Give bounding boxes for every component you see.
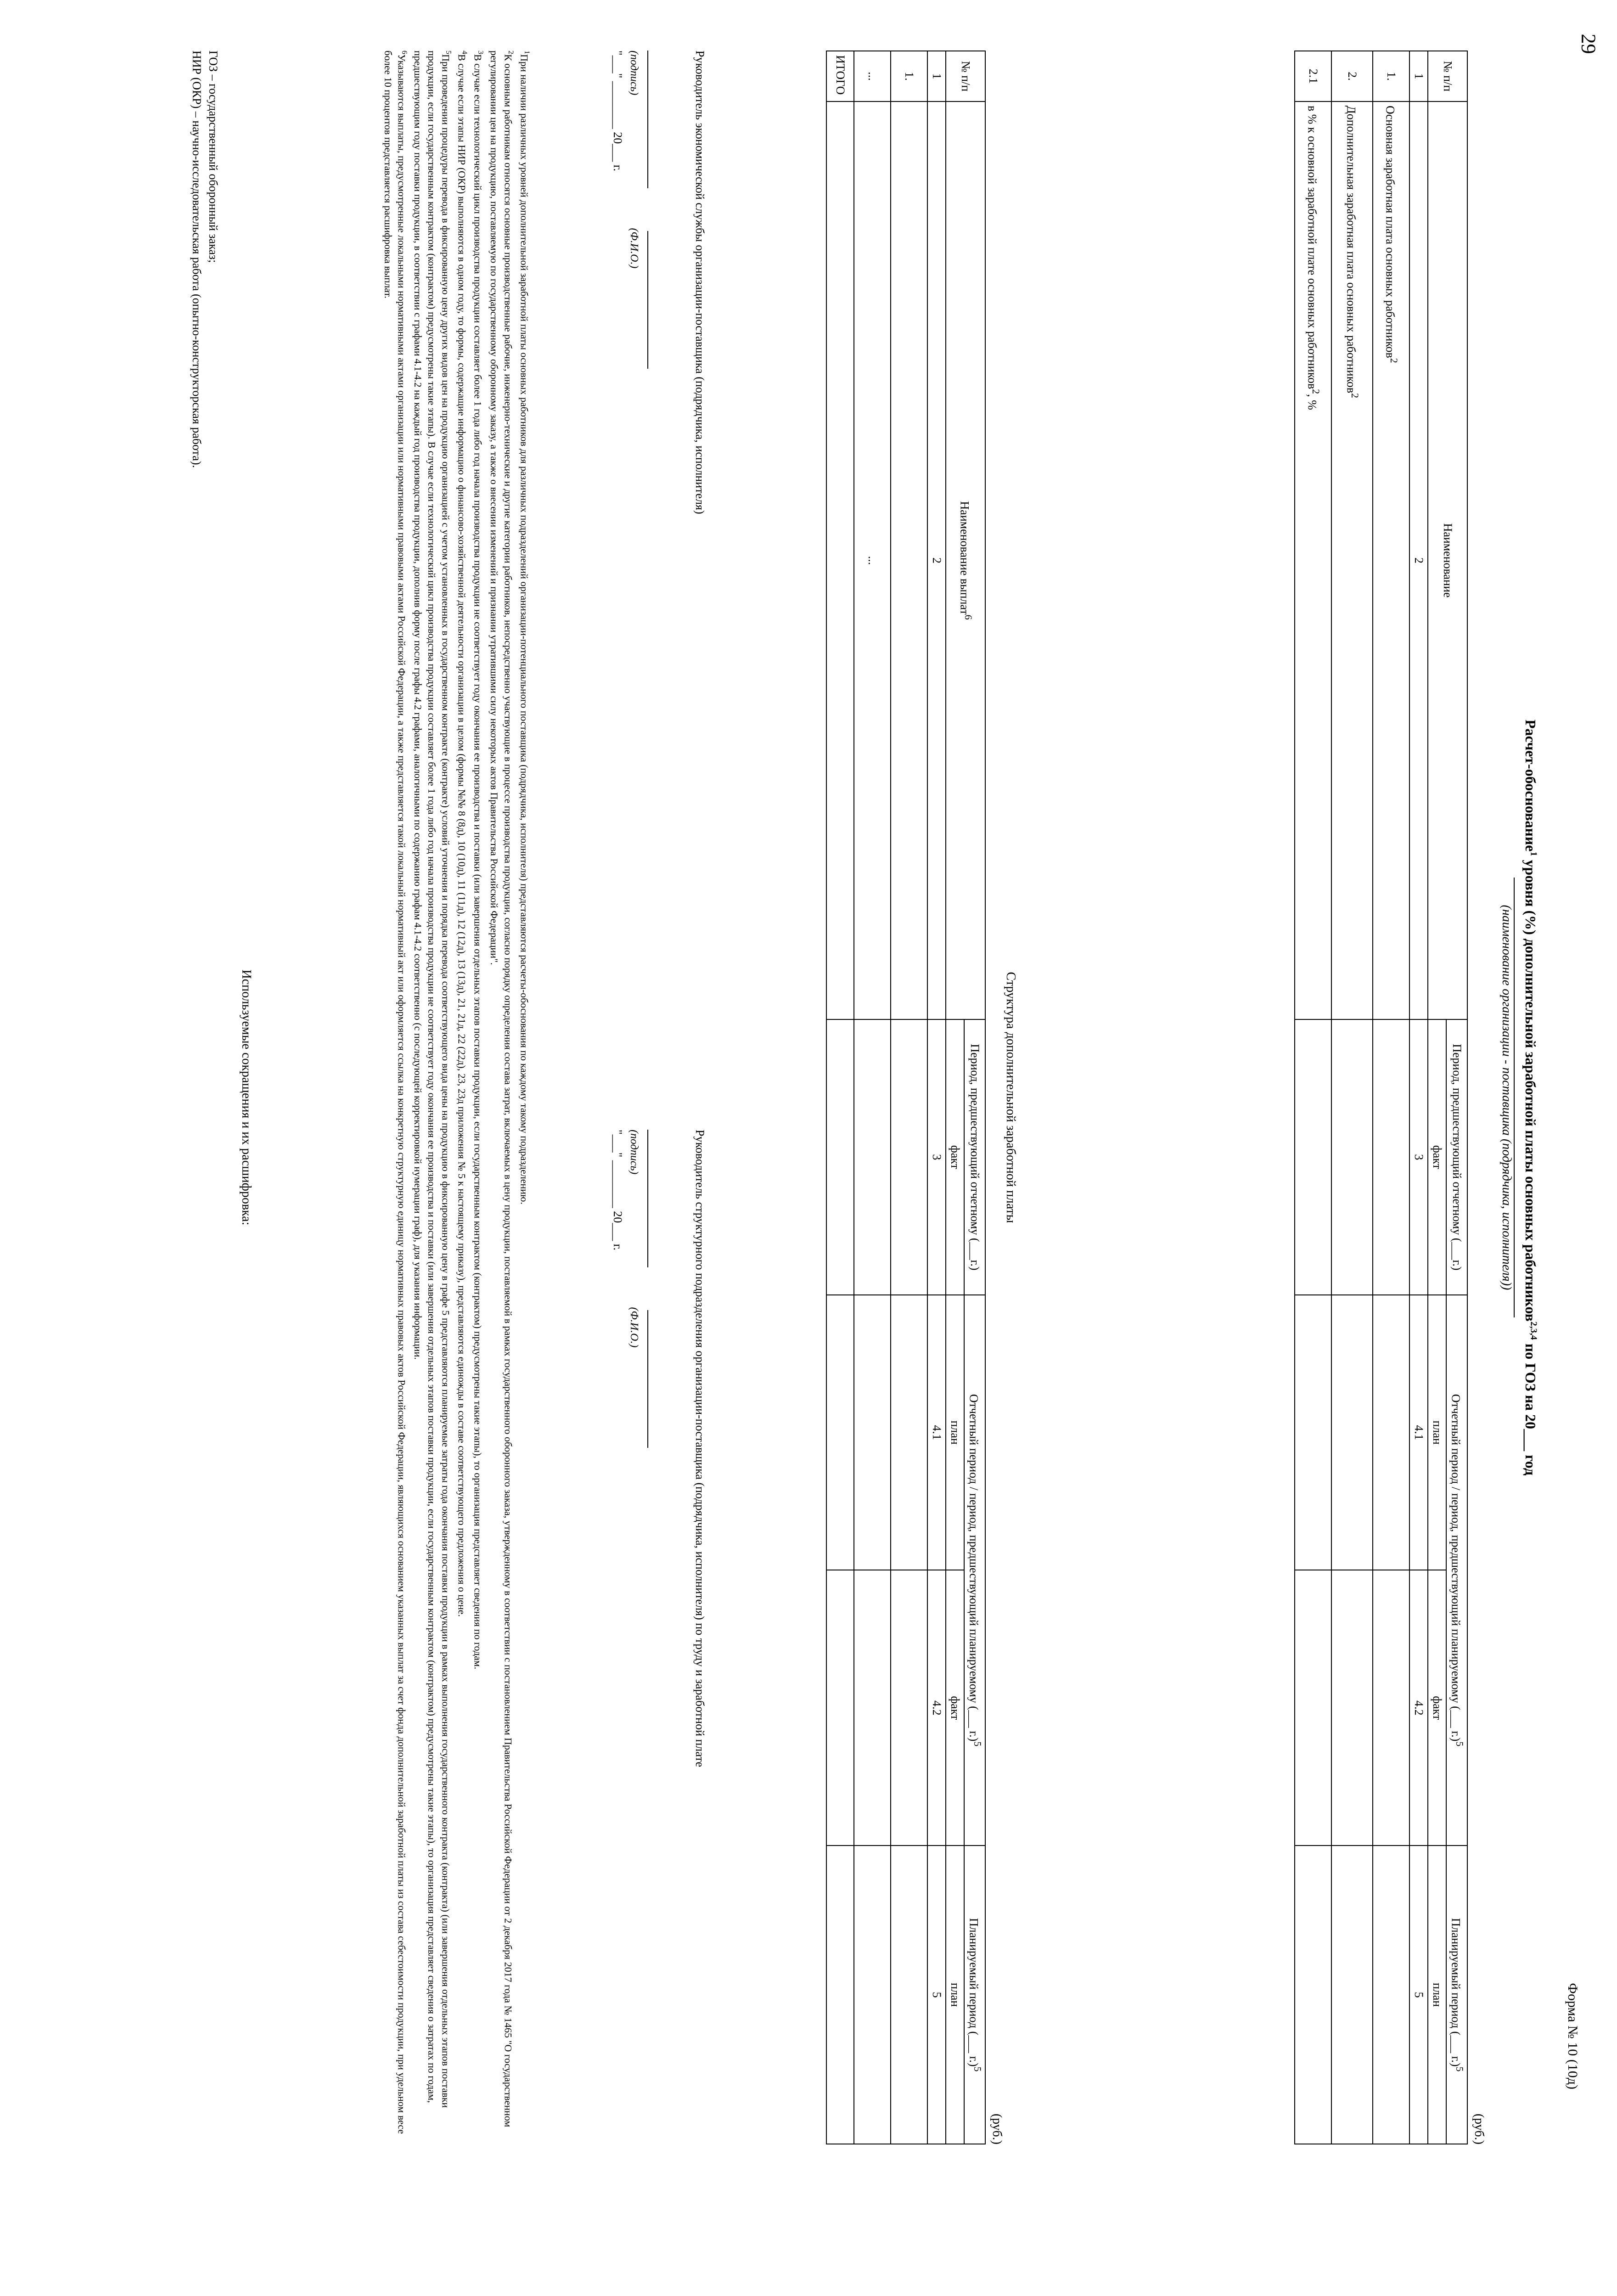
th-planned-period (1446, 1846, 1467, 2144)
table-row (854, 51, 891, 2144)
row-num: ИТОГО (826, 51, 854, 101)
footnote (471, 51, 487, 2144)
col-number: 1 (927, 51, 946, 101)
abbreviations-title: Используемые сокращения и их расшифровка: (239, 969, 253, 1226)
table-wage-structure (826, 51, 986, 2144)
table-row-numbering (927, 51, 946, 2144)
th-name-text: Наименование выплат (958, 501, 971, 615)
th-report-period (964, 1295, 985, 1846)
footnote-number: 2 (506, 51, 515, 54)
cell-input[interactable] (891, 1846, 927, 2144)
signature-left-title: Руководитель экономической службы организации-поставщика (подрядчика, исполнителя) (693, 51, 707, 514)
row-num: 1. (1373, 51, 1409, 101)
th-num: № п/п (946, 51, 985, 101)
row-name (1373, 101, 1409, 1019)
cell-input[interactable] (826, 1846, 854, 2144)
cell-input[interactable] (854, 1019, 891, 1295)
footnote-text: Указываются выплаты, предусмотренные локальными нормативными актами организации или нормативными правовыми актами Российской Федерации, а также представляется такой локальный нормативный акт или оформляется ссылка на конкретную структурную единицу нормативных правовых актов Российской Федерации, являющихся основанием указанных выплат за счет фонда дополнительной заработной платы из состава себестоимости продукции, при удельном весе более 10 процентов представляется расшифровка выплат. (382, 51, 408, 2134)
signature-right (609, 1130, 708, 2048)
form-title (1522, 51, 1539, 2144)
footnote (487, 51, 517, 2144)
cell-input[interactable] (1295, 1846, 1331, 2144)
sign-caption: (подпись) (628, 1130, 640, 1175)
cell-input[interactable] (1295, 1570, 1331, 1846)
th-report-text: Отчетный период / период, предшествующий планируемому (___ г.) (1449, 1394, 1463, 1742)
form-content (84, 51, 1580, 2144)
footnote-number: 6 (400, 51, 409, 54)
footnote-text: При наличии различных уровней дополнительной заработной платы основных работников для различных подразделений организации-потенциального поставщика (подрядчика, исполнителя) представляются расчеты-обоснования по каждому такому подразделению. (518, 54, 530, 1204)
th-fact-2: факт (946, 1570, 964, 1846)
table-row (1295, 51, 1331, 2144)
fio-caption: (Ф.И.О.) (628, 228, 640, 269)
row-num: 2.1 (1295, 51, 1331, 101)
title-rest: уровня (%) дополнительной заработной платы основных работников (1522, 856, 1539, 1322)
th-num: № п/п (1428, 51, 1467, 101)
cell-input[interactable] (826, 1570, 854, 1846)
title-main: Расчет-обоснование (1522, 719, 1539, 852)
cell-input[interactable] (1331, 1846, 1373, 2144)
cell-input[interactable] (891, 1019, 927, 1295)
signature-line[interactable] (647, 1130, 648, 1267)
table-row (1373, 51, 1409, 2144)
row-name-suffix: , % (1305, 394, 1319, 410)
rotated-page (56, 0, 1617, 2195)
col-number: 3 (1409, 1019, 1428, 1295)
row-name-sup: 2 (1388, 358, 1400, 363)
th-planned-sup: 5 (972, 2066, 983, 2072)
th-planned-period (964, 1846, 985, 2144)
signature-right-lines (643, 1130, 659, 2048)
row-name (826, 101, 854, 1019)
page-number: 29 (1577, 34, 1600, 54)
th-report-period (1446, 1295, 1467, 1846)
cell-input[interactable] (1373, 1570, 1409, 1846)
footnote-number: 1 (523, 51, 531, 54)
col-number: 5 (1409, 1846, 1428, 2144)
cell-input[interactable] (1373, 1846, 1409, 2144)
table-row-numbering (1409, 51, 1428, 2144)
row-name (1331, 101, 1373, 1019)
th-planned-text: Планируемый период (___ г.) (967, 1918, 981, 2067)
signature-left (609, 51, 708, 877)
th-fact-2: факт (1428, 1570, 1446, 1846)
signature-line[interactable] (647, 51, 648, 188)
cell-input[interactable] (1331, 1295, 1373, 1570)
table-row (1331, 51, 1373, 2144)
footnote-number: 3 (477, 51, 485, 54)
fio-line[interactable] (647, 1310, 648, 1448)
footnote (455, 51, 471, 2144)
cell-input[interactable] (1295, 1295, 1331, 1570)
cell-input[interactable] (1295, 1019, 1331, 1295)
sign-caption: (подпись) (628, 51, 640, 96)
table-row-total (826, 51, 854, 2144)
footnote (381, 51, 411, 2144)
th-report-sup: 5 (972, 1741, 983, 1747)
footnote-text: В случае если технологический цикл производства продукции составляет более 1 года либо год начала производства продукции не соответствует году окончания ее производства и поставки (или завершения отдельных этапов поставки продукции, если государственным контрактом (контрактом) предусмотрены такие этапы), то организация представляет сведения по годам. (472, 54, 484, 1670)
th-name-sup: 6 (963, 614, 974, 620)
subtitle-text: (наименование организации - поставщика (подрядчика, исполнителя)) (1499, 878, 1515, 1318)
title-tail: по ГОЗ на 20___ год (1522, 1339, 1539, 1476)
date-field[interactable]: "___" ________ 20___ г. (611, 51, 624, 171)
footnote-text: В случае если этапы НИР (ОКР) выполняются в одном году, то формы, содержащие информацию о финансово-хозяйственной деятельности организации в целом (формы №№ 8 (8д), 10 (10д), 11 (11д), 12 (12д), 13 (13д), 21, 21д, 22 (22д), 23, 23д приложения № 5 к настоящему приказу), представляются единожды в составе соответствующего предложения о цене. (456, 54, 468, 1617)
row-num: ... (854, 51, 891, 101)
row-name (1295, 101, 1331, 1019)
footnote-text: При проведении процедуры перевода в фиксированную цену других видов цен на продукцию организацией с учетом установленных в государственном контракте (контракте) условий уточнения и порядка перевода соответствующего вида цены на продукцию в фиксированную цену в графе 5 представляются планируемые затраты года окончания поставки продукции в рамках выполнения государственного контракта (контракта) (или завершения отдельных этапов поставки продукции, если государственным контрактом (контрактом) предусмотрены такие этапы). В случае если технологический цикл производства продукции составляет более 1 года либо год начала производства продукции не соответствует году окончания ее производства и поставки (или завершения отдельных этапов поставки продукции, если государственным контрактом (контрактом) предусмотрены такие этапы), то организация представляет сведения о затратах по годам, предшествующим году поставки продукции, в соответствии с графами 4.1-4.2 на каждый год производства продукции, дополнив форму после графы 4.2 графами, аналогичными по содержанию графам 4.1-4.2 соответственно (с последующей корректировкой нумерации граф), для указания информации. (412, 51, 452, 2108)
abbreviations (188, 51, 221, 468)
cell-input[interactable] (826, 1295, 854, 1570)
col-number: 3 (927, 1019, 946, 1295)
th-planned-sup: 5 (1454, 2066, 1465, 2072)
title-sup2: 2,3,4 (1528, 1321, 1539, 1340)
unit-label-2: (руб.) (990, 2113, 1004, 2144)
fio-caption: (Ф.И.О.) (628, 1307, 640, 1348)
cell-input[interactable] (1373, 1295, 1409, 1570)
th-report-text: Отчетный период / период, предшествующий планируемому (___ г.) (967, 1394, 981, 1742)
cell-input[interactable] (854, 1846, 891, 2144)
footnote (517, 51, 533, 2144)
footnote (411, 51, 455, 2144)
signature-right-captions (626, 1130, 643, 2048)
footnote-number: 5 (444, 51, 452, 54)
cell-input[interactable] (1331, 1570, 1373, 1846)
row-name-text: в % к основной заработной плате основных работников (1305, 105, 1319, 389)
form-number: Форма № 10 (10д) (1565, 1983, 1580, 2089)
table-wage-level (1294, 51, 1468, 2144)
title-sup1: 1 (1528, 851, 1539, 856)
footnotes (381, 51, 533, 2144)
abbreviation-item: НИР (ОКР) – научно-исследовательская работа (опытно-конструкторская работа). (190, 51, 203, 468)
cell-input[interactable] (1331, 1019, 1373, 1295)
th-plan-2: план (946, 1846, 964, 2144)
form-subtitle (1499, 51, 1514, 2144)
row-num: 1. (891, 51, 927, 101)
th-name: Наименование (1428, 101, 1467, 1019)
cell-input[interactable] (854, 1570, 891, 1846)
th-fact: факт (1428, 1019, 1446, 1295)
row-num: 2. (1331, 51, 1373, 101)
col-number: 4.1 (927, 1295, 946, 1570)
th-plan: план (946, 1295, 964, 1570)
row-name: ... (854, 101, 891, 1019)
col-number: 4.2 (927, 1570, 946, 1846)
th-planned-text: Планируемый период (___ г.) (1449, 1918, 1463, 2067)
th-prev-period: Период, предшествующий отчетному (___г.) (1446, 1019, 1467, 1295)
th-prev-period: Период, предшествующий отчетному (___г.) (964, 1019, 985, 1295)
col-number: 4.1 (1409, 1295, 1428, 1570)
cell-input[interactable] (826, 1019, 854, 1295)
cell-input[interactable] (891, 1295, 927, 1570)
abbreviation-item: ГОЗ – государственный оборонный заказ; (207, 51, 220, 263)
signature-left-captions (626, 51, 643, 877)
th-fact: факт (946, 1019, 964, 1295)
col-number: 4.2 (1409, 1570, 1428, 1846)
footnote-text: К основным работникам относятся основные производственные рабочие, инженерно-технические и другие категории работников, непосредственно участвующие в процессе производства продукции, согласно порядку определения состава затрат, включаемых в цену продукции, поставляемой в рамках государственного оборонного заказа, утвержденному в соответствии с постановлением Правительства Российской Федерации от 2 декабря 2017 года № 1465 "О государственном регулировании цен на продукцию, поставляемую по государственному оборонному заказу, а также о внесении изменений и признании утратившими силу некоторых актов Правительства Российской Федерации". (488, 51, 514, 2127)
structure-caption: Структура дополнительной заработной платы (1004, 972, 1018, 1223)
col-number: 5 (927, 1846, 946, 2144)
row-name-sup: 2 (1310, 389, 1322, 394)
row-name-sup: 2 (1349, 393, 1361, 398)
table-row (891, 51, 927, 2144)
signature-left-lines (643, 51, 659, 877)
date-field[interactable]: "___" ________ 20___ г. (611, 1130, 624, 1250)
th-name (946, 101, 985, 1019)
cell-input[interactable] (891, 1570, 927, 1846)
signature-right-title: Руководитель структурного подразделения организации-поставщика (подрядчика, исполнителя) по труду и заработной плате (693, 1130, 707, 1767)
th-plan-2: план (1428, 1846, 1446, 2144)
col-number: 1 (1409, 51, 1428, 101)
row-name-text: Основная заработная плата основных работников (1383, 105, 1397, 358)
col-number: 2 (927, 101, 946, 1019)
footnote-number: 4 (460, 51, 469, 54)
row-name-text: Дополнительная заработная плата основных работников (1344, 105, 1358, 394)
th-plan: план (1428, 1295, 1446, 1570)
th-report-sup: 5 (1454, 1741, 1465, 1747)
unit-label-1: (руб.) (1472, 2113, 1486, 2144)
fio-line[interactable] (647, 231, 648, 369)
row-name[interactable] (891, 101, 927, 1019)
col-number: 2 (1409, 101, 1428, 1019)
cell-input[interactable] (854, 1295, 891, 1570)
cell-input[interactable] (1373, 1019, 1409, 1295)
